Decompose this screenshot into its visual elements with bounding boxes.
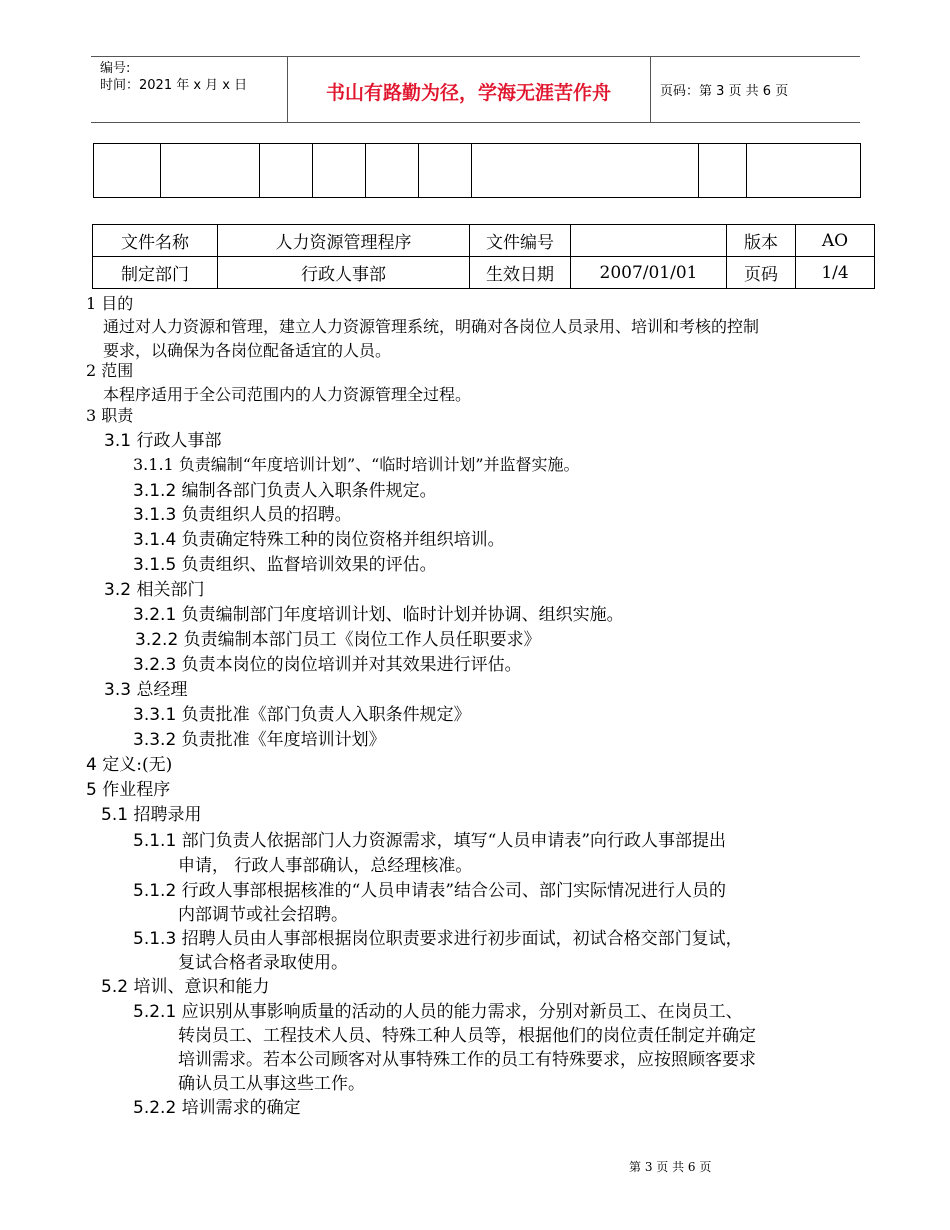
item-number: 5.1.1 [133,831,177,851]
section-1-text: 要求，以确保为各岗位配备适宜的人员。 [103,341,392,360]
department-label: 制定部门 [93,257,218,289]
item-5-1-1-cont: 申请， 行政人事部确认，总经理核准。 [178,856,473,876]
item-text: 负责本岗位的岗位培训并对其效果进行评估。 [176,655,522,675]
item-text: 招聘人员由人事部根据岗位职责要求进行初步面试，初试合格交部门复试， [176,929,743,949]
section-label: 作业程序 [96,780,171,800]
section-number: 3.1 [104,431,132,451]
item-number: 5.2.1 [133,1002,177,1022]
section-label: 培训、意识和能力 [128,977,270,997]
item-3-1-2 [133,476,437,501]
section-4-heading [86,750,172,775]
item-text: 负责批准《部门负责人入职条件规定》 [176,705,471,725]
section-2-text: 本程序适用于全公司范围内的人力资源管理全过程。 [103,385,472,404]
item-5-2-1-cont: 培训需求。若本公司顾客对从事特殊工作的员工有特殊要求，应按照顾客要求 [178,1050,756,1070]
section-label: 定义:(无) [96,755,173,775]
header-bottom-rule [91,122,860,123]
serial-label: 编号: [100,61,131,76]
item-text: 负责确定特殊工种的岗位资格并组织培训。 [176,530,505,550]
grid-cell [161,144,260,198]
file-name-value: 人力资源管理程序 [218,225,470,257]
item-3-1-1: 3.1.1 负责编制“年度培训计划”、“临时培训计划”并监督实施。 [133,455,580,474]
grid-cell [699,144,747,198]
effective-date-value: 2007/01/01 [571,257,727,289]
item-5-2-1-cont: 转岗员工、工程技术人员、特殊工种人员等，根据他们的岗位责任制定并确定 [178,1026,756,1046]
item-5-1-3 [133,924,743,949]
version-label: 版本 [727,225,796,257]
section-number: 3.2 [104,580,132,600]
section-label: 总经理 [131,680,188,700]
item-number: 3.1.5 [133,555,177,575]
header-top-rule [91,56,860,57]
item-number: 5.1.2 [133,881,177,901]
section-1-title: 1 目的 [86,294,134,313]
section-1-text: 通过对人力资源和管理，建立人力资源管理系统，明确对各岗位人员录用、培训和考核的控制 [103,317,760,336]
item-number: 5.2.2 [133,1098,177,1118]
info-row [93,257,875,289]
item-3-1-5 [133,550,437,575]
section-label: 行政人事部 [131,431,222,451]
item-number: 3.3.2 [133,730,177,750]
section-number: 4 [86,755,97,775]
grid-cell [313,144,366,198]
item-text: 负责组织人员的招聘。 [176,505,352,525]
section-3-title: 3 职责 [86,406,134,425]
item-3-1-3 [133,500,352,525]
item-text: 行政人事部根据核准的“人员申请表”结合公司、部门实际情况进行人员的 [176,881,727,901]
header-meta [100,60,247,94]
item-number: 3.1.4 [133,530,177,550]
grid-cell [419,144,472,198]
item-5-2-2 [133,1093,301,1118]
grid-cell [94,144,161,198]
blank-grid-table [93,143,861,198]
time-line: 时间：2021 年 x 月 x 日 [100,78,248,93]
item-3-2-3 [133,650,522,675]
item-number: 3.1.2 [133,481,177,501]
item-3-2-2 [135,625,541,650]
section-3-2-heading [104,575,204,600]
item-5-2-1-cont: 确认员工从事这些工作。 [178,1074,365,1094]
section-number: 5 [86,780,97,800]
item-text: 部门负责人依据部门人力资源需求，填写“人员申请表”向行政人事部提出 [176,831,727,851]
section-label: 相关部门 [131,580,205,600]
item-text: 应识别从事影响质量的活动的人员的能力需求，分别对新员工、在岗员工、 [176,1002,743,1022]
header-page-info: 页码：第 3 页 共 6 页 [660,84,789,99]
section-5-1-heading [101,800,201,825]
page-code-value: 1/4 [796,257,875,289]
document-info-table [92,224,875,289]
header-divider [650,56,651,122]
item-5-1-1 [133,826,726,851]
item-5-1-3-cont: 复试合格者录取使用。 [178,953,348,973]
grid-cell [366,144,419,198]
item-number: 3.3.1 [133,705,177,725]
file-name-label: 文件名称 [93,225,218,257]
file-number-label: 文件编号 [470,225,571,257]
grid-cell [472,144,699,198]
item-number: 3.1.3 [133,505,177,525]
item-text: 负责组织、监督培训效果的评估。 [176,555,437,575]
item-text: 编制各部门负责人入职条件规定。 [176,481,437,501]
item-number: 5.1.3 [133,929,177,949]
version-value: AO [796,225,875,257]
info-row [93,225,875,257]
department-value: 行政人事部 [218,257,470,289]
grid-cell [260,144,313,198]
item-3-2-1 [133,600,624,625]
section-number: 5.2 [101,977,129,997]
file-number-value [571,225,727,257]
section-3-3-heading [104,675,187,700]
item-3-1-4 [133,525,505,550]
item-5-1-2-cont: 内部调节或社会招聘。 [178,905,348,925]
grid-cell [747,144,861,198]
section-2-title: 2 范围 [86,361,134,380]
item-text: 负责编制本部门员工《岗位工作人员任职要求》 [178,630,541,650]
page-footer: 第 3 页 共 6 页 [629,1160,712,1174]
section-number: 5.1 [101,805,129,825]
item-5-1-2 [133,876,726,901]
item-5-2-1 [133,997,743,1022]
page-code-label: 页码 [727,257,796,289]
section-5-heading [86,775,170,800]
section-3-1-heading [104,426,221,451]
item-number: 3.2.3 [133,655,177,675]
item-number: 3.2.1 [133,605,177,625]
section-label: 招聘录用 [128,805,202,825]
item-text: 培训需求的确定 [176,1098,301,1118]
section-5-2-heading [101,972,269,997]
header-motto: 书山有路勤为径，学海无涯苦作舟 [325,82,611,104]
item-text: 负责编制部门年度培训计划、临时计划并协调、组织实施。 [176,605,624,625]
item-text: 负责批准《年度培训计划》 [176,730,386,750]
section-number: 3.3 [104,680,132,700]
item-3-3-1 [133,700,471,725]
item-3-3-2 [133,725,386,750]
item-number: 3.2.2 [135,630,179,650]
effective-date-label: 生效日期 [470,257,571,289]
